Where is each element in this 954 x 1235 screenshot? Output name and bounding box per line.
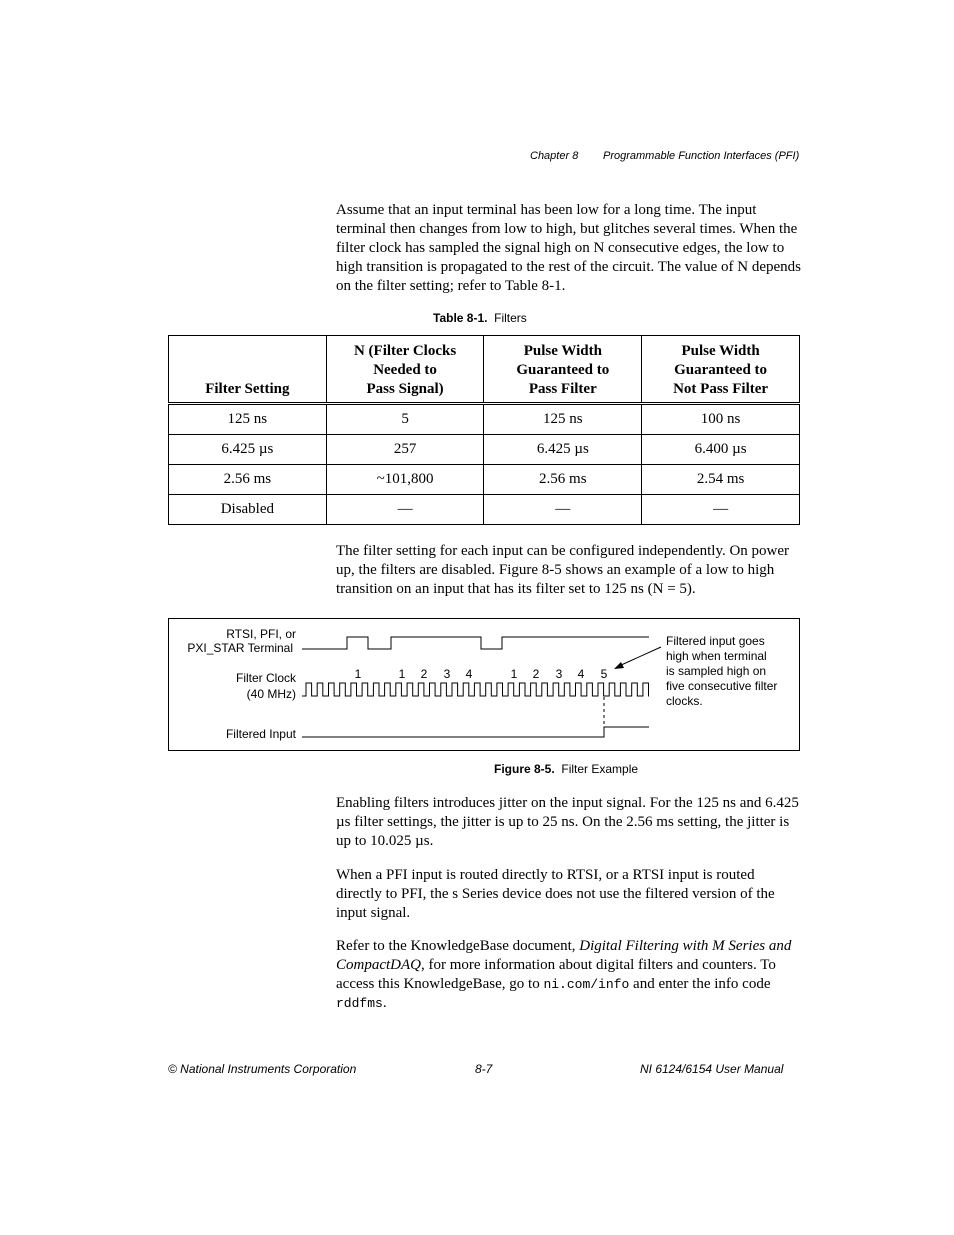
header-pulse-width-pass: Pulse Width Guaranteed to Pass Filter — [484, 336, 642, 404]
table-cell: 2.56 ms — [169, 465, 327, 495]
clock-waveform — [302, 683, 649, 696]
filter-example-figure — [168, 618, 800, 751]
clock-count: 1 — [354, 667, 362, 681]
chapter-title: Programmable Function Interfaces (PFI) — [603, 150, 800, 162]
clock-count: 5 — [600, 667, 608, 681]
table-row — [169, 495, 800, 525]
footer-copyright: © National Instruments Corporation — [168, 1062, 357, 1076]
table-cell: 6.425 µs — [169, 435, 327, 465]
filter-setting-paragraph: The filter setting for each input can be configured independently. On power up, the filters are disabled. Figure 8-5 shows an example of a low to high transition on an input that has its filter set to 125 ns (N = 5). — [336, 543, 790, 597]
clock-count: 3 — [443, 667, 451, 681]
running-header — [530, 150, 802, 166]
figure-caption-label: Figure 8-5. — [494, 762, 555, 776]
terminal-waveform — [302, 637, 649, 649]
terminal-label-line1: RTSI, PFI, or — [226, 627, 296, 641]
table-cell: 125 ns — [484, 404, 642, 435]
timing-diagram — [169, 619, 799, 750]
annotation-line: clocks. — [666, 694, 703, 708]
kb-document-title: Digital Filtering with M Series and CompactDAQ — [336, 938, 792, 973]
filtered-input-waveform — [302, 727, 649, 737]
annotation-arrow-line — [619, 647, 661, 666]
table-cell: — — [326, 495, 484, 525]
table-cell: — — [642, 495, 800, 525]
clock-count: 2 — [532, 667, 540, 681]
clock-count: 2 — [420, 667, 428, 681]
clock-count: 1 — [510, 667, 518, 681]
figure-caption-title: Filter Example — [561, 762, 639, 776]
table-cell: 6.425 µs — [484, 435, 642, 465]
figure-caption — [494, 762, 638, 776]
chapter-label: Chapter 8 — [530, 150, 579, 162]
table-cell: Disabled — [169, 495, 327, 525]
info-url[interactable]: ni.com/info — [543, 977, 630, 992]
table-cell: 6.400 µs — [642, 435, 800, 465]
clock-count: 4 — [465, 667, 473, 681]
table-caption-title: Filters — [494, 311, 527, 325]
annotation-line: is sampled high on — [666, 664, 767, 678]
clock-label-line2: (40 MHz) — [246, 687, 296, 701]
footer-page-number: 8-7 — [475, 1062, 493, 1076]
table-cell: — — [484, 495, 642, 525]
header-pulse-width-not-pass: Pulse Width Guaranteed to Not Pass Filter — [642, 336, 800, 404]
clock-label-line1: Filter Clock — [235, 671, 296, 685]
clock-count: 4 — [577, 667, 585, 681]
table-row — [169, 465, 800, 495]
clock-count: 3 — [555, 667, 563, 681]
table-row — [169, 435, 800, 465]
knowledgebase-paragraph: Refer to the KnowledgeBase document, Digital Filtering with M Series and CompactDAQ, for more information about digital filters and counters. To access this KnowledgeBase, go to ni.com/info and enter the info code rddfms. — [336, 938, 792, 1011]
table-cell: 5 — [326, 404, 484, 435]
table-cell: 257 — [326, 435, 484, 465]
table-header-row — [169, 336, 800, 404]
footer-manual-title: NI 6124/6154 User Manual — [640, 1062, 784, 1076]
filters-table — [168, 335, 800, 525]
clock-count: 1 — [398, 667, 406, 681]
table-row — [169, 404, 800, 435]
intro-paragraph: Assume that an input terminal has been low for a long time. The input terminal then changes from low to high, but glitches several times. When the filter clock has sampled the signal high on N consecutive edges, the low to high transition is propagated to the rest of the circuit. The value of N depends on the filter setting; refer to Table 8-1. — [336, 202, 802, 294]
jitter-paragraph: Enabling filters introduces jitter on the input signal. For the 125 ns and 6.425 µs filter settings, the jitter is up to 25 ns. On the 2.56 ms setting, the jitter is up to 10.025 µs. — [336, 795, 799, 849]
filtered-input-label: Filtered Input — [225, 727, 296, 741]
table-caption-label: Table 8-1. — [433, 311, 488, 325]
terminal-label-line2: PXI_STAR Terminal — [187, 641, 293, 655]
table-cell: 100 ns — [642, 404, 800, 435]
header-filter-setting: Filter Setting — [169, 336, 327, 404]
routing-paragraph: When a PFI input is routed directly to RTSI, or a RTSI input is routed directly to PFI, the s Series device does not use the filtered version of the input signal. — [336, 867, 775, 921]
annotation-line: five consecutive filter — [666, 679, 778, 693]
table-cell: 2.54 ms — [642, 465, 800, 495]
header-n-filter-clocks: N (Filter Clocks Needed to Pass Signal) — [326, 336, 484, 404]
info-code: rddfms — [336, 996, 383, 1011]
table-cell: ~101,800 — [326, 465, 484, 495]
table-cell: 125 ns — [169, 404, 327, 435]
annotation-line: high when terminal — [666, 649, 767, 663]
table-caption — [433, 311, 527, 325]
annotation-line: Filtered input goes — [666, 634, 765, 648]
annotation-arrow-head — [614, 662, 624, 669]
table-cell: 2.56 ms — [484, 465, 642, 495]
